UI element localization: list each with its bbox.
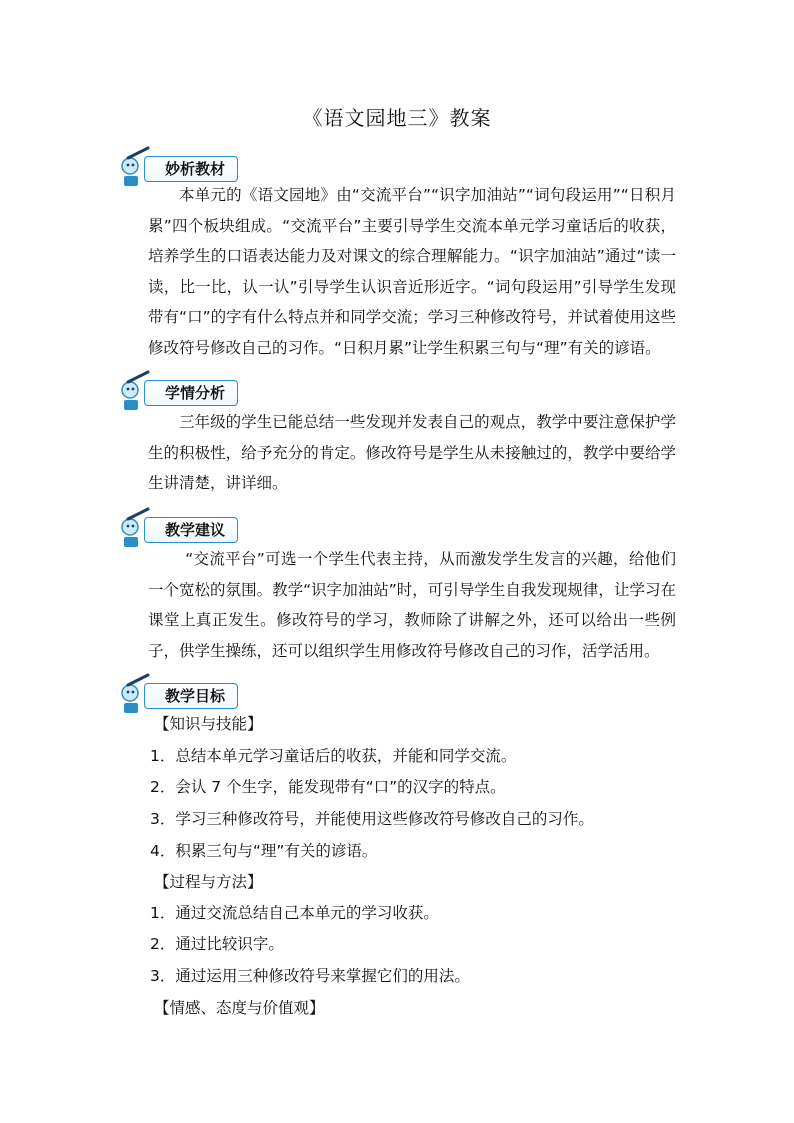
list-item: 3．学习三种修改符号，并能使用这些修改符号修改自己的习作。: [150, 810, 594, 828]
subheading-process: 【过程与方法】: [154, 873, 263, 891]
list-item: 1．总结本单元学习童话后的收获，并能和同学交流。: [150, 747, 517, 765]
section-suggestion-text: “交流平台”可选一个学生代表主持，从而激发学生发言的兴趣，给他们一个宽松的氛围。教学“识字加油站”时，可引导学生自我发现规律，让学习在课堂上真正发生。修改符号的学习，教师除了讲解之外，还可以给出一些例子，供学生操练，还可以组织学生用修改符号修改自己的习作，活学活用。: [148, 550, 676, 660]
section-material-text: 本单元的《语文园地》由“交流平台”“识字加油站”“词句段运用”“日积月累”四个板块组成。“交流平台”主要引导学生交流本单元学习童话后的收获，培养学生的口语表达能力及对课文的综合理解能力。“识字加油站”通过“读一读，比一比，认一认”引导学生认识音近形近字。“词句段运用”引导学生发现带有“口”的字有什么特点并和同学交流；学习三种修改符号，并试着使用这些修改符号修改自己的习作。“日积月累”让学生积累三句与“理”有关的谚语。: [148, 186, 676, 357]
list-item: 3．通过运用三种修改符号来掌握它们的用法。: [150, 967, 470, 985]
list-item: 4．积累三句与“理”有关的谚语。: [150, 842, 378, 860]
list-item: 2．会认 7 个生字，能发现带有“口”的汉字的特点。: [150, 778, 506, 796]
section-heading-label: 教学建议: [144, 517, 238, 543]
section-heading-suggestion: [118, 507, 378, 549]
section-heading-situation: [118, 370, 378, 412]
section-heading-label: 学情分析: [144, 380, 238, 406]
section-heading-label: 妙析教材: [144, 156, 238, 182]
document-title: 《语文园地三》教案: [302, 106, 492, 130]
list-item: 1．通过交流总结自己本单元的学习收获。: [150, 904, 439, 922]
list-item: 2．通过比较识字。: [150, 935, 284, 953]
section-heading-label: 教学目标: [144, 683, 238, 709]
section-situation-text: 三年级的学生已能总结一些发现并发表自己的观点，教学中要注意保护学生的积极性，给予充分的肯定。修改符号是学生从未接触过的，教学中要给学生讲清楚，讲详细。: [148, 413, 676, 492]
subheading-knowledge: 【知识与技能】: [154, 715, 263, 733]
subheading-emotion: 【情感、态度与价值观】: [154, 999, 325, 1017]
